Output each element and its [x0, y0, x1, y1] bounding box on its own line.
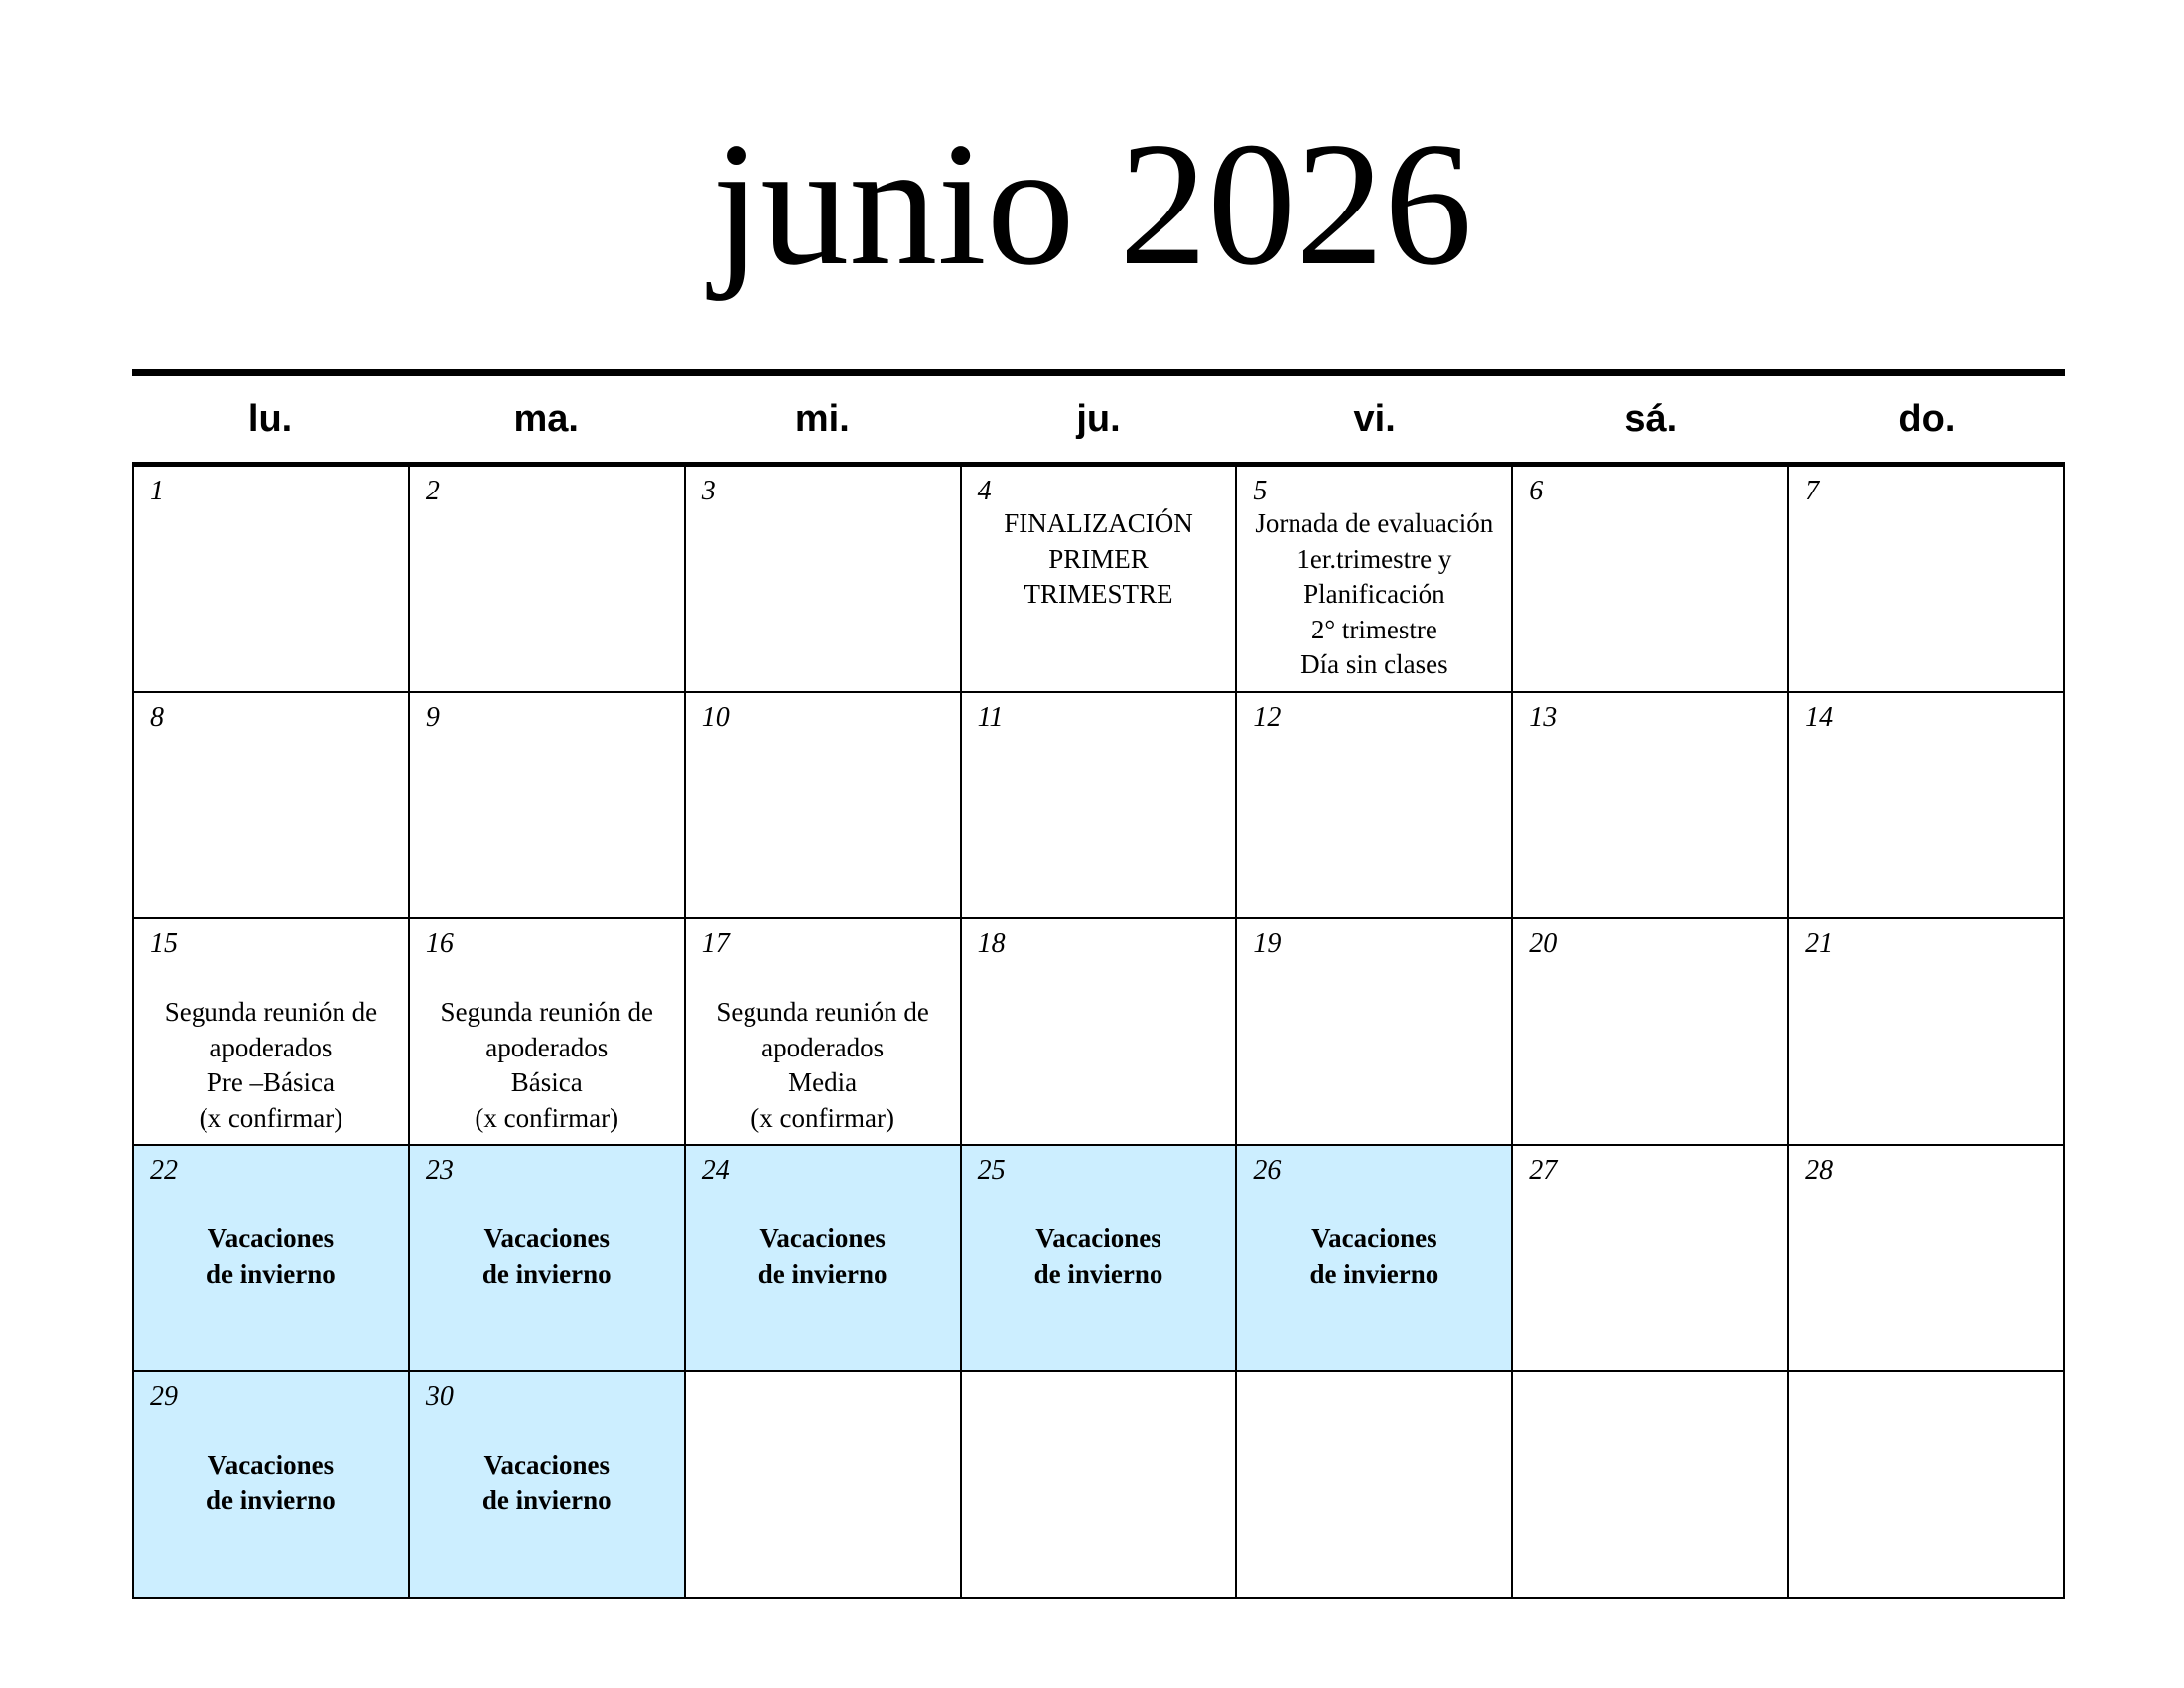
day-cell-18: [962, 919, 1238, 1146]
calendar-grid: [132, 467, 2065, 1599]
day-number: 11: [977, 702, 1004, 733]
day-number: 27: [1529, 1155, 1558, 1186]
day-cell-30: [410, 1372, 686, 1599]
page-title: junio 2026: [711, 105, 1473, 302]
day-number: 17: [701, 928, 730, 959]
day-cell-7: [1789, 467, 2065, 693]
day-event: Vacaciones de invierno: [1033, 1223, 1163, 1289]
day-number: 7: [1805, 476, 1820, 506]
day-number: 29: [150, 1381, 178, 1412]
day-cell-3: [686, 467, 962, 693]
day-event: Vacaciones de invierno: [481, 1223, 612, 1289]
day-cell-16: [410, 919, 686, 1146]
day-event: Vacaciones de invierno: [206, 1223, 336, 1289]
day-number: 6: [1529, 476, 1544, 506]
day-cell-2: [410, 467, 686, 693]
day-cell-4: [962, 467, 1238, 693]
day-cell-13: [1513, 693, 1789, 919]
day-number: 30: [425, 1381, 454, 1412]
empty-day-cell: [1237, 1372, 1513, 1599]
weekday-header: [132, 376, 2065, 462]
day-number: 18: [977, 928, 1006, 959]
day-cell-8: [134, 693, 410, 919]
weekday-friday: vi.: [1353, 398, 1396, 440]
top-rule: [132, 369, 2065, 376]
day-event: Segunda reunión de apoderados Media (x confirmar): [716, 997, 929, 1133]
day-number: 21: [1805, 928, 1834, 959]
day-number: 2: [425, 476, 440, 506]
weekday-thursday: ju.: [1076, 398, 1121, 440]
day-number: 3: [701, 476, 716, 506]
day-number: 28: [1805, 1155, 1834, 1186]
empty-day-cell: [686, 1372, 962, 1599]
day-cell-5: [1237, 467, 1513, 693]
day-number: 5: [1253, 476, 1268, 506]
weekday-monday: lu.: [247, 398, 293, 440]
day-number: 25: [977, 1155, 1006, 1186]
day-cell-23: [410, 1146, 686, 1372]
day-cell-26: [1237, 1146, 1513, 1372]
day-cell-10: [686, 693, 962, 919]
day-cell-29: [134, 1372, 410, 1599]
day-cell-15: [134, 919, 410, 1146]
day-number: 15: [150, 928, 178, 959]
day-cell-12: [1237, 693, 1513, 919]
day-event: Vacaciones de invierno: [757, 1223, 887, 1289]
day-cell-14: [1789, 693, 2065, 919]
weekday-tuesday: ma.: [513, 398, 579, 440]
empty-day-cell: [1789, 1372, 2065, 1599]
day-cell-28: [1789, 1146, 2065, 1372]
day-event: Jornada de evaluación 1er.trimestre y Planificación 2° trimestre Día sin clases: [1255, 508, 1494, 679]
day-cell-19: [1237, 919, 1513, 1146]
day-cell-25: [962, 1146, 1238, 1372]
empty-day-cell: [962, 1372, 1238, 1599]
day-cell-20: [1513, 919, 1789, 1146]
day-cell-22: [134, 1146, 410, 1372]
day-number: 1: [150, 476, 164, 506]
day-cell-9: [410, 693, 686, 919]
day-number: 8: [150, 702, 164, 733]
weekday-wednesday: mi.: [794, 398, 850, 440]
day-cell-24: [686, 1146, 962, 1372]
day-number: 10: [701, 702, 730, 733]
day-event: Vacaciones de invierno: [1309, 1223, 1439, 1289]
empty-day-cell: [1513, 1372, 1789, 1599]
weekday-sunday: do.: [1898, 398, 1956, 440]
day-number: 22: [150, 1155, 178, 1186]
weekday-saturday: sá.: [1624, 398, 1678, 440]
day-cell-21: [1789, 919, 2065, 1146]
day-cell-1: [134, 467, 410, 693]
day-number: 4: [977, 476, 992, 506]
day-cell-17: [686, 919, 962, 1146]
day-cell-6: [1513, 467, 1789, 693]
day-number: 13: [1529, 702, 1558, 733]
day-number: 20: [1529, 928, 1558, 959]
day-event: Vacaciones de invierno: [481, 1450, 612, 1515]
day-number: 14: [1805, 702, 1834, 733]
day-event: Segunda reunión de apoderados Básica (x confirmar): [440, 997, 653, 1133]
day-number: 23: [425, 1155, 454, 1186]
day-event: FINALIZACIÓN PRIMER TRIMESTRE: [1004, 508, 1193, 609]
day-number: 24: [701, 1155, 730, 1186]
day-cell-27: [1513, 1146, 1789, 1372]
day-event: Vacaciones de invierno: [206, 1450, 336, 1515]
day-number: 26: [1253, 1155, 1282, 1186]
day-number: 12: [1253, 702, 1282, 733]
day-number: 9: [425, 702, 440, 733]
day-number: 19: [1253, 928, 1282, 959]
day-cell-11: [962, 693, 1238, 919]
day-event: Segunda reunión de apoderados Pre –Básica (x confirmar): [164, 997, 378, 1133]
day-number: 16: [425, 928, 454, 959]
